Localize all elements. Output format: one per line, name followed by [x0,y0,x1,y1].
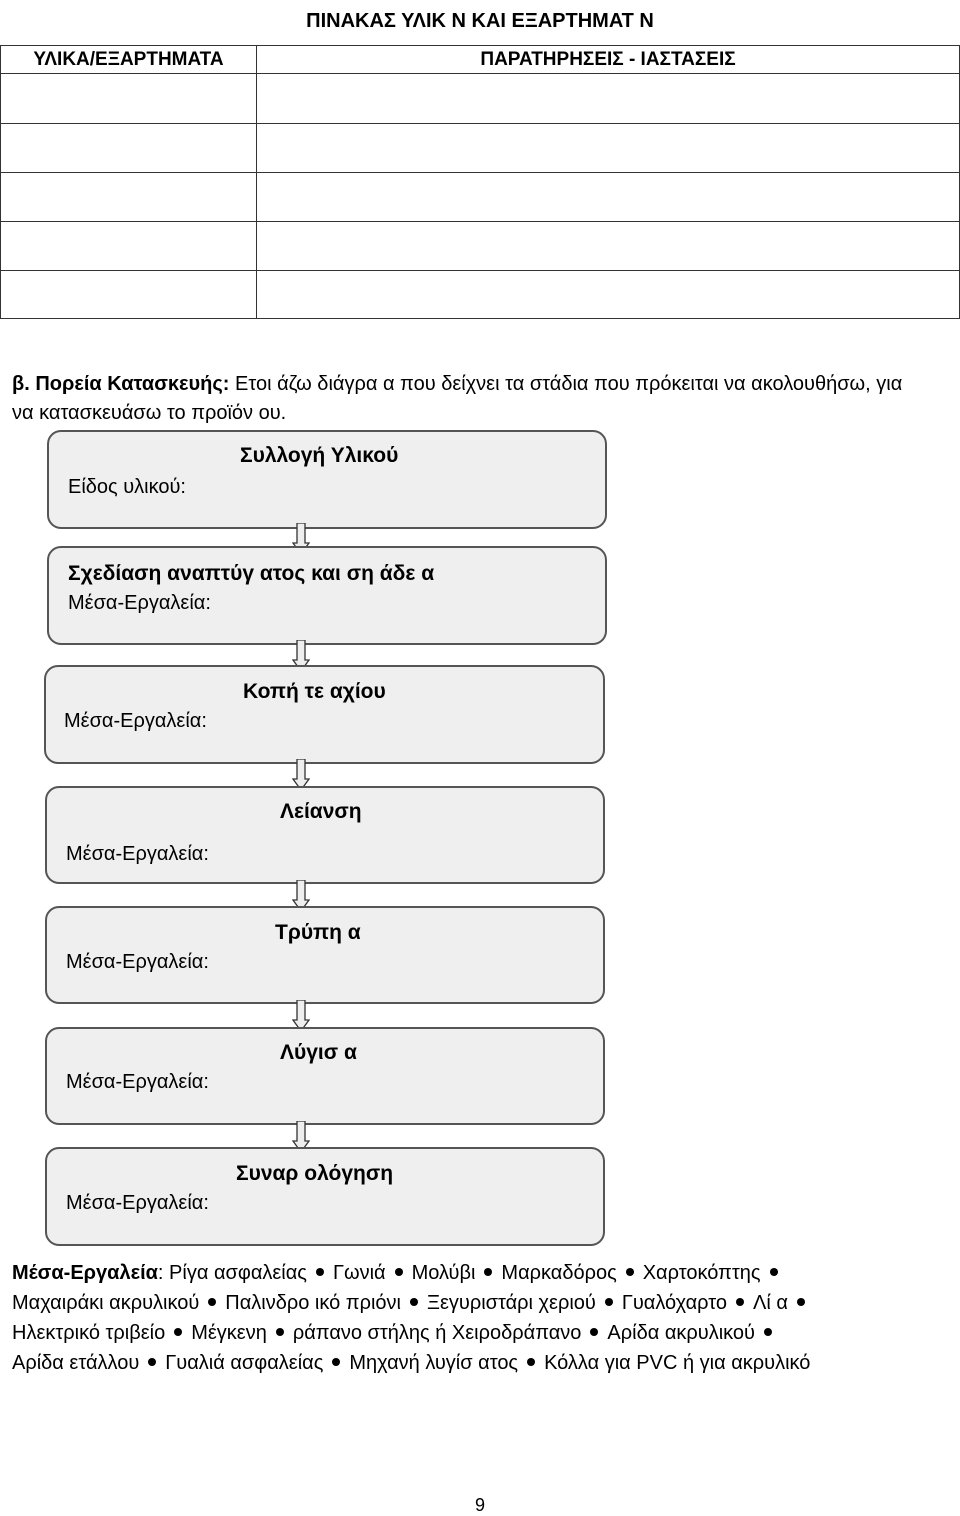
tools-label: Μέσα-Εργαλεία: [66,843,209,865]
step-title: Συλλογή Υλικού [240,444,399,467]
bullet-icon [590,1328,598,1336]
bullet-icon [770,1268,778,1276]
bullet-icon [736,1298,744,1306]
bullet-icon [626,1268,634,1276]
list-item: Γυαλόχαρτο [621,1292,727,1314]
list-item: Μαχαιράκι ακρυλικού [12,1292,200,1314]
bullet-icon [764,1328,772,1336]
table-title: ΠΙΝΑΚΑΣ ΥΛΙΚ Ν ΚΑΙ ΕΞΑΡΤΗΜΑΤ Ν [306,10,654,32]
list-item: Κόλλα για PVC ή για ακρυλικό [544,1352,811,1374]
bullet-icon [208,1298,216,1306]
list-item: Ηλεκτρικό τριβείο [12,1322,166,1344]
tools-label: Μέσα-Εργαλεία: [64,710,207,732]
tools-label: Μέσα-Εργαλεία: [66,1071,209,1093]
list-item: Αρίδα ετάλλου [12,1352,140,1374]
bullet-icon [395,1268,403,1276]
column-header-materials: ΥΛΙΚΑ/ΕΞΑΡΤΗΜΑΤΑ [33,49,224,70]
list-item: Γυαλιά ασφαλείας [165,1352,324,1374]
section-heading: β. Πορεία Κατασκευής: [12,373,230,395]
list-item: Λί α [753,1292,788,1314]
list-item: Παλινδρο ικό πριόνι [225,1292,401,1314]
list-item: Μαρκαδόρος [501,1262,617,1284]
tools-label: Μέσα-Εργαλεία: [66,951,209,973]
list-item: Μηχανή λυγίσ ατος [349,1352,519,1374]
material-label: Είδος υλικού: [68,476,186,498]
bullet-icon [332,1358,340,1366]
section-text: Ετοι άζω διάγρα α που δείχνει τα στάδια που πρόκειται να ακολουθήσω, για να κατασκευάσω το προϊόν ου. [12,373,903,424]
step-title: Συναρ ολόγηση [236,1162,394,1185]
bullet-icon [527,1358,535,1366]
list-item: Ξεγυριστάρι χεριού [426,1292,596,1314]
tools-list: Μέσα-Εργαλεία: Ρίγα ασφαλείας Γωνιά Μολύβι Μαρκαδόρος Χαρτοκόπτης Μαχαιράκι ακρυλικού Παλινδρο ικό πριόνι Ξεγυριστάρι χεριού Γυαλόχαρτο Λί α Ηλεκτρικό τριβείο Μέγκενη ράπανο στήλης ή Χειροδράπανο Αρίδα ακρυλικού Αρίδα ετάλλου Γυαλιά ασφαλείας Μηχανή λυγίσ ατος Κόλλα για PVC ή για ακρυλικό [12,1262,811,1374]
list-item: Χαρτοκόπτης [642,1262,761,1284]
tools-label: Μέσα-Εργαλεία: [66,1192,209,1214]
step-title: Σχεδίαση αναπτύγ ατος και ση άδε α [68,562,435,585]
bullet-icon [797,1298,805,1306]
list-item: Γωνιά [332,1262,386,1284]
bullet-icon [174,1328,182,1336]
column-header-notes: ΠΑΡΑΤΗΡΗΣΕΙΣ - ΙΑΣΤΑΣΕΙΣ [480,49,736,70]
bullet-icon [605,1298,613,1306]
list-item: Αρίδα ακρυλικού [607,1322,755,1344]
bullet-icon [484,1268,492,1276]
step-title: Κοπή τε αχίου [243,680,386,703]
page-number: 9 [474,1495,485,1515]
step-title: Λύγισ α [280,1041,357,1064]
list-item: ράπανο στήλης ή Χειροδράπανο [292,1322,582,1344]
bullet-icon [316,1268,324,1276]
list-item: Μέγκενη [191,1322,267,1344]
step-title: Λείανση [280,800,362,823]
bullet-icon [148,1358,156,1366]
bullet-icon [410,1298,418,1306]
bullet-icon [276,1328,284,1336]
list-item: Ρίγα ασφαλείας [169,1262,307,1284]
list-item: Μολύβι [411,1262,476,1284]
step-title: Τρύπη α [275,921,361,944]
tools-label: Μέσα-Εργαλεία: [68,592,211,614]
tools-list-heading: Μέσα-Εργαλεία [12,1262,158,1284]
